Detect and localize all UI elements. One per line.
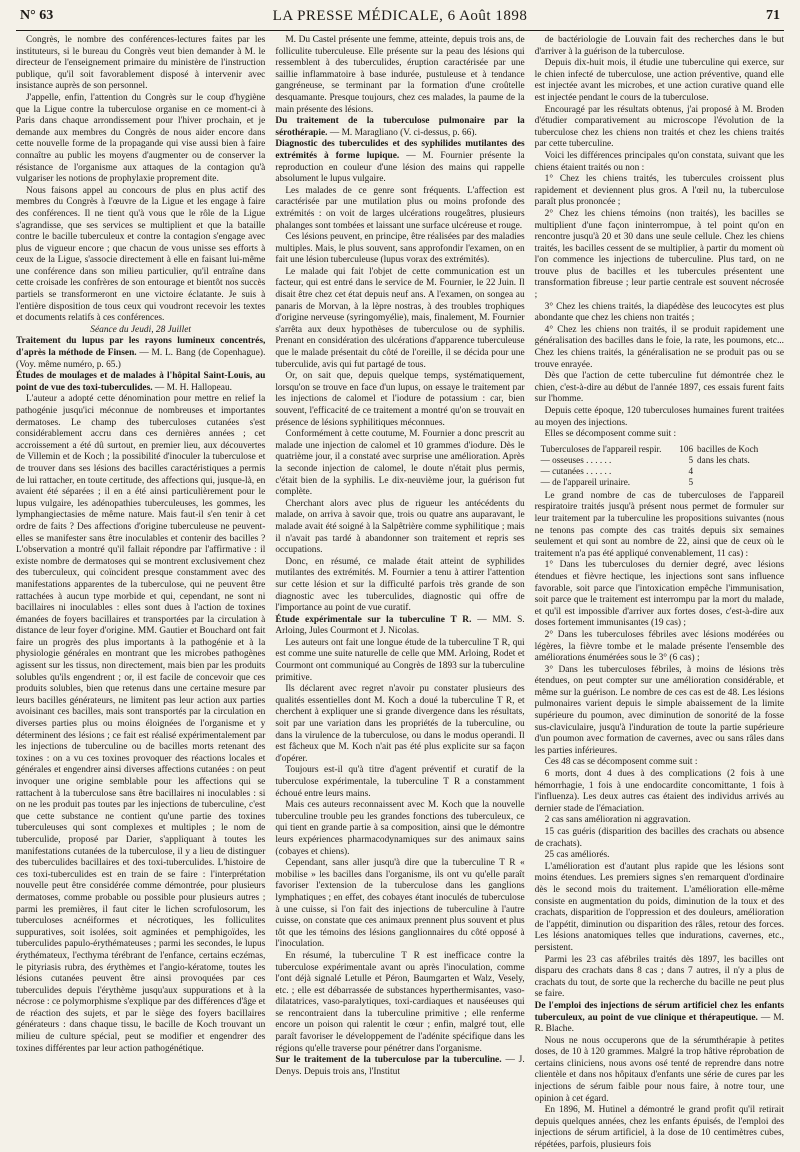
- section-heading: [535, 1001, 784, 1036]
- paragraph: 3° Dans les tuberculoses fébriles, à moins de lésions très étendues, on peut compter sur une amélioration considérable, et même sur la guérison. Le nombre de ces cas est de 48. Les lésions pulmonaires varient depuis le simple abaissement de la limite supérieure du poumon, avec diminution de sonorité de la fosse sus-claviculaire, jusqu'à l'induration de toute la partie supérieure d'un poumon avec formation de cavernes, avec ou sans râles dans les parties inférieures.: [534, 664, 784, 756]
- section-title: Traitement du lupus par les rayons lumineux concentrés, d'après la méthode de Finsen.: [16, 336, 266, 359]
- section-title: Du traitement de la tuberculose pulmonaire par la sérothérapie.: [275, 116, 525, 138]
- cases-table: [541, 444, 784, 488]
- paragraph: En résumé, la tuberculine T R est inefficace contre la tuberculose expérimentale avant ou après l'inoculation, comme l'ont déjà signalé Letulle et Péron, Baumgarten et Walz, Vesely, etc. ; elle est débarrassée de substances hyperthermisantes, vaso-dilatatrices, vaso-paralytiques, toxi-cardiaques et nauséeuses qui se rencontraient dans la tuberculine primitive ; elle renferme encore un poison qui ralentit le cœur ; enfin, malgré tout, elle paraît favoriser le développement de l'adénite spécifique dans les régions qu'elle traverse pour pénétrer dans l'organisme.: [275, 950, 525, 1054]
- section-heading: [275, 116, 524, 139]
- column-2: [275, 35, 524, 1135]
- section-author: — M. R. Blache.: [534, 1012, 784, 1035]
- section-heading: [16, 371, 265, 394]
- paragraph: Elles se décomposent comme suit :: [544, 429, 677, 440]
- table-cell-label: Tuberculoses de l'appareil respir.: [540, 443, 662, 454]
- section-author: — J. Denys. Depuis trois ans, l'Institut: [275, 1055, 525, 1077]
- paragraph: Donc, en résumé, ce malade était atteint de syphilides mutilantes des extrémités. M. Fournier a tenu à attirer l'attention sur cette lésion et sur la difficulté parfois très grande de son diagnostic avec les tuberculides, diagnostic qui offre de l'importance au point de vue curatif.: [275, 556, 525, 614]
- paragraph: Depuis cette époque, 120 tuberculoses humaines furent traitées au moyen des injections.: [534, 406, 784, 428]
- paragraph: Nous faisons appel au concours de plus en plus actif des membres du Congrès à l'œuvre de la Ligue et les engage à faire des conférences. Il ne tient qu'à vous que le rôle de la Ligue s'agrandisse, que ses services se multiplient et que la bataille contre le bacille tuberculeux et contre la contagion s'engage avec plus de vigueur encore ; que chacun de vous unisse ses efforts à ceux de la Ligue, s'associe directement à elle en faisant lui-même une conférence dans son milieu particulier, qu'il entraîne dans cette croisade les confrères de son entourage et bientôt nos succès partiels se transformeront en une victoire éclatante. Je suis à l'entière disposition de tous ceux qui voudront recevoir les textes et documents relatifs à ces conférences.: [16, 185, 266, 324]
- section-title: Étude expérimentale sur la tuberculine T R.: [275, 614, 472, 625]
- paragraph: Voici les différences principales qu'on constata, suivant que les chiens étaient traités ou non :: [534, 150, 784, 173]
- table-cell-count: 5: [688, 454, 694, 465]
- paragraph: Les auteurs ont fait une longue étude de la tuberculine T R, qui est comme une suite naturelle de celle que MM. Arloing, Rodet et Courmont ont communiqué au Congrès de 1893 sur la tuberculine primitive.: [275, 637, 525, 683]
- paragraph: 15 cas guéris (disparition des bacilles des crachats ou absence de crachats).: [534, 827, 784, 849]
- paragraph: Le grand nombre de cas de tuberculoses de l'appareil respiratoire traités jusqu'à présent nous permet de formuler sur leur traitement par la tuberculine les propositions suivantes (nous ne tenons pas compte des cas traités depuis six semaines seulement et qui sont au nombre de 22, ainsi que de ceux où le traitement n'a pas été appliqué convenablement, 11 cas) :: [534, 490, 784, 559]
- paragraph: 2 cas sans amélioration ni aggravation.: [544, 815, 691, 826]
- paragraph: L'auteur a adopté cette dénomination pour mettre en relief la pathogénie jusqu'ici méconnue de nombreuses et importantes dermatoses. Le champ des tuberculoses cutanées s'est considérablement accru dans ces dernières années ; cet accroissement a été dû surtout, en premier lieu, aux découvertes de Villemin et de Koch ; la possibilité d'inoculer la tuberculose et de trouver dans ses lésions des bacilles caractéristiques a permis de lui rattacher, en toute certitude, des affections qui, jusque-là, en avaient été séparées ; il en a été ainsi particulièrement pour le lupus vulgaire, les adénopathies tuberculeuses, les gommes, les lymphangiectasies de même nature. Mais faut-il s'en tenir à cet ordre de faits ? Des affections d'origine tuberculeuse ne peuvent-elles se manifester sans être inoculables et contenir des bacilles ? L'observation a montré qu'il fallait répondre par l'affirmative : il existe nombre de dermatoses qui se montrent exclusivement chez des tuberculeux, qui coïncident presque constamment avec des manifestations apparentes de la tuberculose, qui ne peuvent être rattachées à aucun type morbide et qui, cependant, ne sont ni bacillaires ni inoculables : elles sont dues à l'action de toxines émanées de foyers bacillaires et transportées par la circulation à distance de leur foyer d'origine. MM. Gautier et Bouchard ont fait faire un progrès des plus importants à la pathogénie et à la physiologie générales en montrant que les microbes pathogènes agissent sur les tissus, non directement, mais bien par les produits solubles qu'ils engendrent ; or, il est facile de concevoir que ces produits solubles, bien que retenus dans une certaine mesure par leurs bacilles générateurs, ne limitent pas leur action aux parties avoisinant ces bacilles, mais sont transportés par la circulation en diverses parties plus ou moins éloignées de l'organisme et y déterminent des lésions ; ce fait est réalisé expérimentalement par les injections de tuberculine ou de bacilles morts retenant des toxines : on a vu ces toxines provoquer des réactions locales et générales et engendrer ainsi diverses affections cutanées : on peut invoquer une origine semblable pour les affections qui se rattachent à la tuberculose sans être bacillaires ni inoculables : si on ne les produit pas toutes par les injections de tuberculine, c'est que cette substance ne contient qu'une partie des toxines tuberculeuses qui sont complexes et multiples ; le nom de tuberculide, proposé par Darier, s'appliquant à toutes les manifestations cutanées de la tuberculose, il y a lieu de distinguer des tuberculides bacillaires et des toxi-tuberculides. L'histoire de ces toxi-tuberculides est en train de se faire : l'interprétation nouvelle peut être considérée comme démontrée, pour plusieurs dermatoses, comme probable ou possible pour plusieurs autres ; parmi les premières, il faut citer le lichen scrofulosorum, les tuberculoses acnéiformes et nécrotiques, les folliculites suppuratives, soit isolées, soit agminées et pemphigoïdes, les tuberculides papulo-érythémateuses ; parmi les secondes, le lupus érythémateux, l'ecthyma térébrant de l'enfance, certains eczémas, le pityriasis rubra, des érythèmes et l'angio-kératome, toutes les lésions cutanées peuvent être ainsi provoquées par ces tuberculides depuis l'érythème jusqu'aux suppurations et à la nécrose : ce polymorphisme s'explique par des différences d'âge et de réaction des sujets, et par le siège des foyers bacillaires générateurs : dans chaque tissu, le bacille de Koch trouvant un milieu de culture spécial, peut se modifier et engendrer des toxines différentes par leur action pathogénétique.: [16, 394, 266, 1054]
- paragraph: 2° Chez les chiens témoins (non traités), les bacilles se multiplient d'une façon ininterrompue, à tel point qu'on en rencontre jusqu'à 20 et 30 dans une seule cellule. Chez les chiens traités, les bacilles cessent de se multiplier, à partir du moment où l'on commence les injections de tuberculine. Plus tard, on ne trouve plus de bacilles et les tubercules présentent une transformation fibreuse ; leur partie centrale est souvent nécrosée ;: [534, 208, 784, 301]
- section-title: Diagnostic des tuberculides et des syphilides mutilantes des extrémités à forme lupique.: [275, 139, 525, 161]
- section-title: Études de moulages et de malades à l'hôpital Saint-Louis, au point de vue des toxi-tuberculides.: [16, 371, 266, 393]
- paragraph: 4° Chez les chiens non traités, il se produit rapidement une généralisation des bacilles dans le foie, la rate, les poumons, etc... Chez les chiens traités, la généralisation ne se produit pas ou se trouve enrayée.: [534, 324, 784, 370]
- section-author: — M. Fournier présente la reproduction en couleur d'une lésion des mains qui rappelle absolument le lupus vulgaire.: [275, 150, 525, 185]
- paragraph: L'amélioration est d'autant plus rapide que les lésions sont moins étendues. Les premiers signes s'en remarquent d'ordinaire dès le second mois du traitement. L'amélioration elle-même consiste en augmentation du poids, diminution de la toux et des crachats, disparition de l'oppression et des douleurs, amélioration de l'appétit, diminution ou disparition des râles, retour des forces. Les lésions anatomiques telles que indurations, cavernes, etc., persistent.: [534, 861, 784, 953]
- section-author: — M. Maragliano (V. ci-dessus, p. 66).: [329, 127, 477, 138]
- paragraph: 2° Dans les tuberculoses fébriles avec lésions modérées ou légères, la fièvre tombe et le malade présente l'ensemble des améliorations énumérées sous le 3° (6 cas) ;: [534, 629, 784, 664]
- paragraph: 6 morts, dont 4 dues à des complications (2 fois à une hémorrhagie, 1 fois à une endocardite concomittante, 1 fois à l'influenza). Les deux autres cas étaient des individus arrivés au dernier stade de l'émaciation.: [534, 769, 784, 814]
- paragraph: 3° Chez les chiens traités, la diapédèse des leucocytes est plus abondante que chez les chiens non traités ;: [534, 301, 784, 324]
- section-author: — MM. S. Arloing, Jules Courmont et J. Nicolas.: [275, 614, 525, 637]
- paragraph: Dès que l'action de cette tuberculine fut démontrée chez le chien, c'est-à-dire au début de l'année 1897, ces essais furent faits sur l'homme.: [534, 371, 784, 405]
- table-row: [541, 466, 784, 477]
- section-heading: [275, 139, 524, 185]
- paragraph: M. Du Castel présente une femme, atteinte, depuis trois ans, de folliculite tuberculeuse. Elle présente sur la peau des lésions qui ressemblent à des tuberculides, éruption caractérisée par une saillie inflammatoire à base indurée, pustuleuse et à tendance gangréneuse, se terminant par la formation d'une croûtelle desquamante. Presque toujours, chez ces malades, la paume de la main présente des lésions.: [275, 35, 525, 115]
- paragraph: Or, on sait que, depuis quelque temps, systématiquement, lorsqu'on se trouve en face d'un lupus, on essaye le traitement par les injections de calomel et l'iodure de potassium : car, bien souvent, l'efficacité de ce traitement a montré qu'on se trouvait en présence de lésions syphilitiques méconnues.: [275, 371, 525, 428]
- paragraph: Toujours est-il qu'à titre d'agent préventif et curatif de la tuberculose expérimentale, la tuberculine T R a constamment échoué entre leurs mains.: [275, 765, 525, 799]
- article-columns: [16, 35, 784, 1151]
- paragraph: de bactériologie de Louvain fait des recherches dans le but d'arriver à la guérison de la tuberculose.: [534, 35, 784, 57]
- section-author: — M. L. Bang (de Copenhague). (Voy. même numéro, p. 65.): [16, 348, 266, 370]
- paragraph: 25 cas améliorés.: [544, 850, 610, 861]
- column-1: [16, 35, 265, 1135]
- table-cell-label: — de l'appareil urinaire.: [540, 476, 631, 487]
- paragraph: Ils déclarent avec regret n'avoir pu constater plusieurs des qualités essentielles dont M. Koch a doué la tuberculine T R, et cherchent à expliquer une si grande divergence dans les résultats, soit par une variation dans les propriétés de la tuberculine, ou dans la virulence de la tuberculose, ou dans le modus operandi. Il est fâcheux que M. Koch n'ait pas été plus explicite sur sa façon d'opérer.: [275, 684, 525, 764]
- paragraph: Ces 48 cas se décomposent comme suit :: [544, 757, 698, 768]
- table-cell-note: bacilles de Koch: [697, 443, 759, 454]
- table-cell-label: — osseuses . . . . . .: [540, 454, 612, 465]
- paragraph: Parmi les 23 cas afébriles traités dès 1897, les bacilles ont disparu des crachats dans 8 cas ; dans 7 autres, il n'y a plus de crachats du tout, de sorte que la recherche du bacille ne peut plus se faire.: [534, 954, 784, 1000]
- table-row: [541, 444, 784, 455]
- table-cell-label: — cutanées . . . . . .: [540, 465, 612, 476]
- page-header: [16, 6, 784, 31]
- table-row: [541, 477, 784, 488]
- issue-number: N° 63: [20, 8, 54, 23]
- paragraph: Encouragé par les résultats obtenus, j'ai proposé à M. Broden d'étudier comparativement au microscope l'évolution de la tuberculose chez les chiens non traités et chez les chiens traités par cette tuberculine.: [534, 104, 784, 150]
- table-cell-note: [697, 466, 784, 477]
- paragraph: J'appelle, enfin, l'attention du Congrès sur le coup d'hygiène que la Ligue contre la tuberculose organise en ce moment-ci à Paris dans chaque arrondissement pour l'hiver prochain, et je demande aux membres du Congrès de nous aider encore dans cette nouvelle forme de la propagande qui vise aussi bien à faire connaître au public les moyens d'augmenter ou de conserver la résistance de l'organisme aux attaques de la contagion qu'à vulgariser les notions de prophylaxie proprement dite.: [16, 92, 266, 185]
- table-cell-note: [697, 477, 784, 488]
- table-cell-count: 4: [688, 465, 694, 476]
- column-3: [534, 35, 784, 1151]
- section-heading: [275, 615, 524, 638]
- paragraph: 1° Dans les tuberculoses du dernier degré, avec lésions étendues et fièvre hectique, les injections sont sans influence favorable, soit parce que l'intoxication empêche l'immunisation, soit parce que le traitement est interrompu par la mort du malade, et qu'il est impossible d'arriver aux fortes doses, c'est-à-dire aux doses fortement immunisantes (19 cas) ;: [534, 560, 784, 629]
- paragraph: Cependant, sans aller jusqu'à dire que la tuberculine T R « mobilise » les bacilles dans l'organisme, ils ont vu qu'elle paraît favoriser l'extension de la tuberculose dans les ganglions lymphatiques ; en effet, des cobayes étant inoculés de tuberculose à une cuisse, si l'on fait des injections de tuberculine à l'autre cuisse, on constate que ces animaux prennent plus souvent et plus tôt que les témoins des lésions ganglionnaires du côté opposé à l'inoculation.: [275, 858, 525, 950]
- section-heading: [16, 336, 265, 371]
- paragraph: Depuis dix-huit mois, il étudie une tuberculine qui exerce, sur le chien infecté de tuberculose, une action préventive, quand elle est injectée avant les microbes, et une action curative quand elle est injectée pendant le cours de la tuberculose.: [534, 58, 784, 103]
- paragraph: Nous ne nous occuperons que de la sérumthérapie à petites doses, de 10 à 120 grammes. Malgré la trop hâtive réprobation de certains cliniciens, nous avons osé tenté de reprendre dans notre clientèle et dans nos hôpitaux d'enfants une série de cures par les injections de sérum faible pour nous faire, à notre tour, une opinion à cet égard.: [534, 1035, 784, 1104]
- paragraph: 1° Chez les chiens traités, les tubercules croissent plus rapidement et deviennent plus gros. A l'œil nu, la tuberculose paraît plus prononcée ;: [534, 174, 784, 208]
- paragraph: Congrès, le nombre des conférences-lectures faites par les instituteurs, si le bureau du Congrès veut bien demander à M. le directeur de l'enseignement primaire du ministère de l'instruction publique, qu'il soit favorablement disposé à intervenir avec insistance auprès de son personnel.: [16, 35, 266, 92]
- table-cell-count: 106: [679, 443, 694, 454]
- paragraph: Les malades de ce genre sont fréquents. L'affection est caractérisée par une mutilation plus ou moins profonde des extrémités : on voit de larges ulcérations rougeâtres, plusieurs phalanges sont tombées et laissant une surface ulcéreuse et rouge.: [275, 185, 525, 231]
- page-number: 71: [766, 8, 780, 23]
- section-title: De l'emploi des injections de sérum artificiel chez les enfants tuberculeux, au point de vue clinique et thérapeutique.: [534, 1000, 784, 1023]
- section-title: Sur le traitement de la tuberculose par la tuberculine.: [275, 1055, 502, 1066]
- section-author: — M. H. Hallopeau.: [154, 382, 232, 393]
- paragraph: Ces lésions peuvent, en principe, être réalisées par des maladies multiples. Mais, le plus souvent, sans approfondir l'examen, on en fait une lésion tuberculeuse (lupus vorax des extrémités).: [275, 232, 525, 266]
- section-heading: [275, 1055, 524, 1078]
- paragraph: En 1896, M. Hutinel a démontré le grand profit qu'il retirait depuis quelques années, chez les enfants épuisés, de l'emploi des injections de sérum artificiel, à la dose de 10 centimètres cubes, répétées, parfois, plusieurs fois: [534, 1105, 784, 1151]
- paragraph: Le malade qui fait l'objet de cette communication est un facteur, qui est entré dans le service de M. Fournier, le 22 Juin. Il disait être chez cet état depuis neuf ans. A l'examen, on songea au panaris de Morvan, à la lèpre nostras, à des troubles trophiques d'origine nerveuse (syringomyélie), mais, finalement, M. Fournier s'arrêta aux deux hypothèses de tuberculose ou de syphilis. Prenant en considération des ulcérations d'apparence tuberculeuse que le malade présentait du côté de l'oreille, il se décida pour une tuberculide, avis qui fut partagé de tous.: [275, 266, 525, 370]
- paragraph: Conformément à cette coutume, M. Fournier a donc prescrit au malade une injection de calomel et 10 grammes d'iodure. Dès le quatrième jour, il a constaté avec surprise une amélioration. Après la seconde injection de calomel, le doute n'était plus permis, c'était bien de la syphilis. Le dix-neuvième jour, la guérison fut complète.: [275, 429, 525, 498]
- session-heading: Séance du Jeudi, 28 Juillet: [90, 324, 192, 335]
- table-row: [541, 455, 784, 466]
- paragraph: Cherchant alors avec plus de rigueur les antécédents du malade, on arriva à savoir que, trois ou quatre ans auparavant, le malade avait été soigné à la Salpêtrière comme syphilitique ; mais il n'avait pas tardé à abandonner son traitement et repris ses occupations.: [275, 498, 525, 556]
- paragraph: Mais ces auteurs reconnaissent avec M. Koch que la nouvelle tuberculine trouble peu les grandes fonctions des tuberculeux, ce qui tient en grande partie à sa composition, ainsi que le démontre leurs expériences pharmacodynamiques sur des animaux sains (cobayes et chiens).: [275, 800, 525, 857]
- table-cell-note: dans les chats.: [697, 454, 750, 465]
- publication-title: LA PRESSE MÉDICALE, 6 Août 1898: [272, 8, 528, 24]
- table-cell-count: 5: [688, 476, 694, 487]
